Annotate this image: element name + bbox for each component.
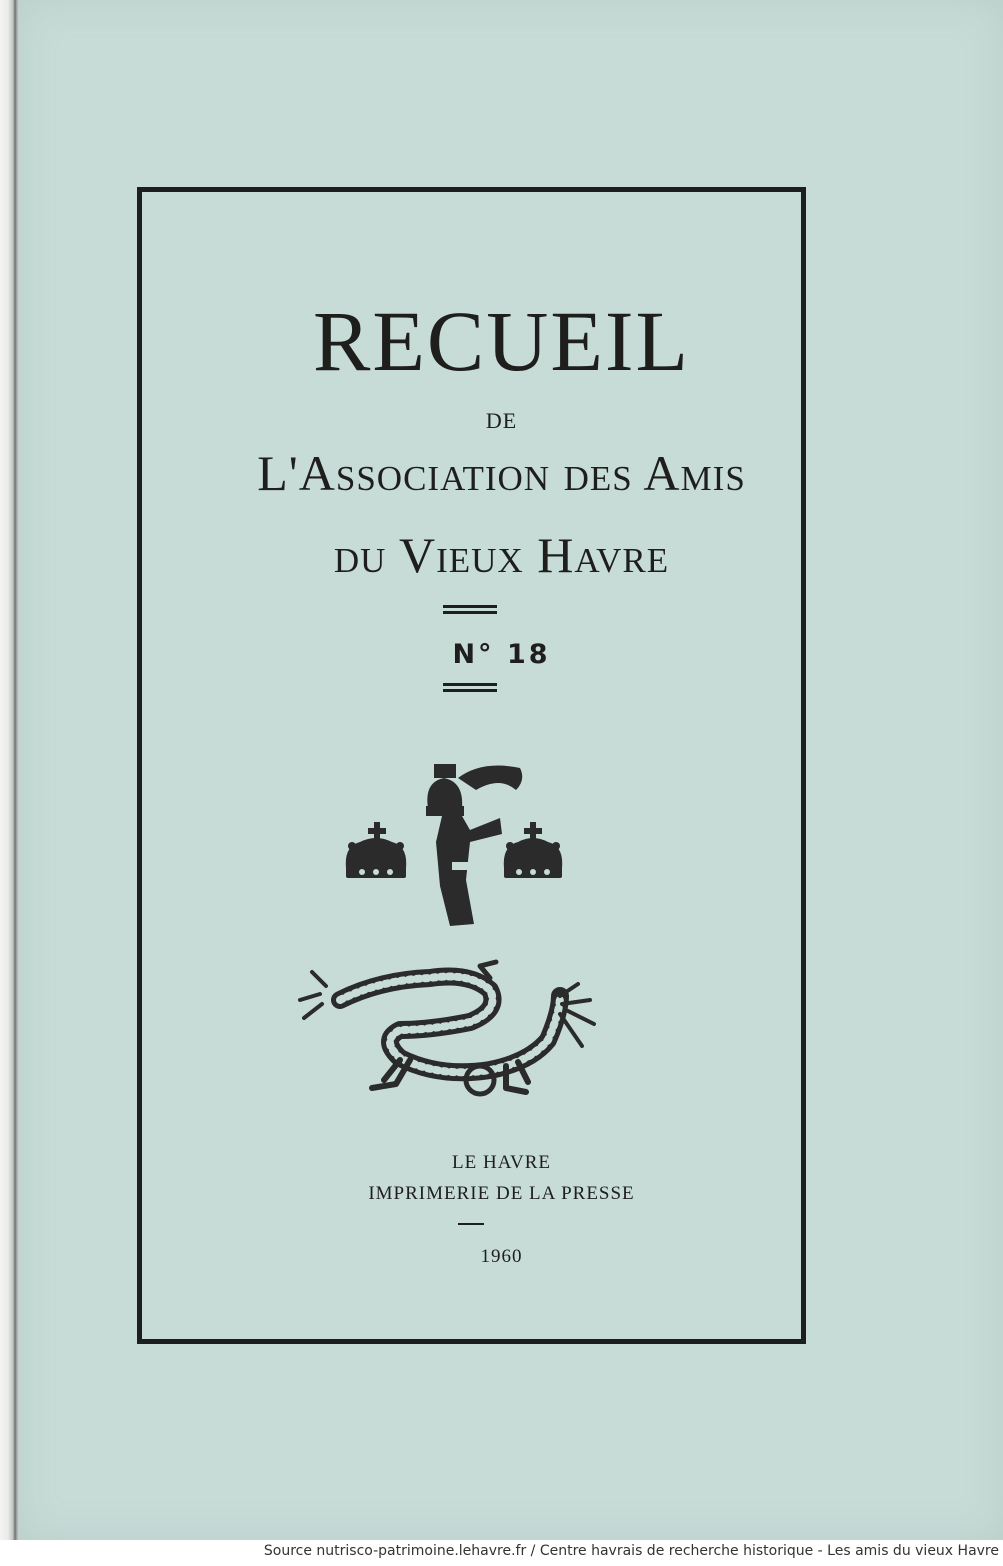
crown-icon bbox=[504, 822, 562, 878]
cover-title: RECUEIL bbox=[312, 293, 691, 389]
cover-subtitle-line-2: du Vieux Havre bbox=[333, 527, 670, 583]
printer-name: IMPRIMERIE DE LA PRESSE bbox=[368, 1183, 635, 1204]
publication-city: LE HAVRE bbox=[452, 1152, 551, 1173]
crown-icon bbox=[346, 822, 406, 878]
publication-year: 1960 bbox=[480, 1246, 523, 1267]
cover-connector: DE bbox=[485, 408, 518, 433]
separator-dash bbox=[458, 1223, 484, 1225]
source-credit: Source nutrisco-patrimoine.lehavre.fr / Centre havrais de recherche historique - Les amis du vieux Havre bbox=[263, 1543, 999, 1559]
issue-number: N° 18 bbox=[452, 639, 551, 670]
salamander-icon bbox=[300, 962, 594, 1094]
cover-subtitle-line-1: L'Association des Amis bbox=[257, 445, 746, 501]
